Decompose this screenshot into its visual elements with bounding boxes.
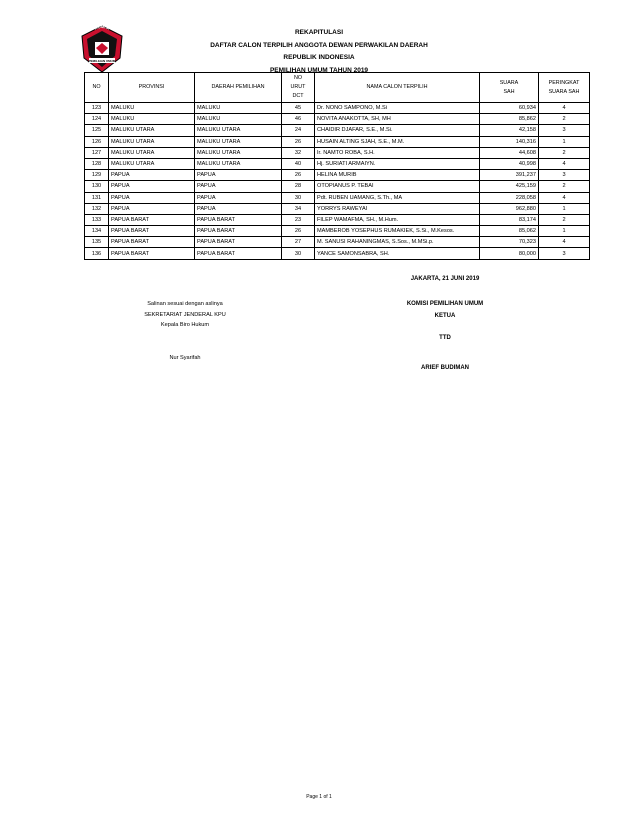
table-row bbox=[85, 170, 590, 181]
page-number: Page 1 of 1 bbox=[306, 794, 332, 800]
cell-daerah: PAPUA BARAT bbox=[195, 226, 282, 237]
cell-no: 127 bbox=[85, 147, 109, 158]
cell-daerah: MALUKU UTARA bbox=[195, 136, 282, 147]
cell-provinsi: MALUKU UTARA bbox=[109, 125, 195, 136]
cell-peringkat: 1 bbox=[539, 136, 590, 147]
cell-daerah: MALUKU UTARA bbox=[195, 147, 282, 158]
logo-text-top: KOMISI bbox=[93, 24, 111, 31]
cell-daerah: PAPUA bbox=[195, 181, 282, 192]
cell-provinsi: PAPUA BARAT bbox=[109, 237, 195, 248]
col-header-peringkat-line1: PERINGKAT bbox=[548, 79, 580, 86]
cell-peringkat: 4 bbox=[539, 103, 590, 114]
cell-provinsi: MALUKU bbox=[109, 114, 195, 125]
table-row bbox=[85, 103, 590, 114]
cell-no: 133 bbox=[85, 214, 109, 225]
cell-suara: 85,062 bbox=[480, 226, 539, 237]
cell-daerah: MALUKU bbox=[195, 103, 282, 114]
cell-daerah: MALUKU UTARA bbox=[195, 158, 282, 169]
cell-provinsi: MALUKU UTARA bbox=[109, 136, 195, 147]
place-date: JAKARTA, 21 JUNI 2019 bbox=[410, 276, 480, 282]
cell-urut: 34 bbox=[282, 203, 315, 214]
col-header-provinsi: PROVINSI bbox=[109, 73, 195, 103]
cell-nama: NOVITA ANAKOTTA, SH, MH bbox=[315, 114, 480, 125]
table-row bbox=[85, 248, 590, 259]
cell-urut: 46 bbox=[282, 114, 315, 125]
cell-provinsi: PAPUA BARAT bbox=[109, 226, 195, 237]
cell-daerah: MALUKU UTARA bbox=[195, 125, 282, 136]
header-election: PEMILIHAN UMUM TAHUN 2019 bbox=[269, 66, 369, 74]
logo-text-bottom: PEMILIHAN UMUM bbox=[88, 59, 116, 63]
cell-urut: 40 bbox=[282, 158, 315, 169]
cell-no: 126 bbox=[85, 136, 109, 147]
cell-provinsi: PAPUA BARAT bbox=[109, 248, 195, 259]
cell-peringkat: 2 bbox=[539, 214, 590, 225]
col-header-urut-line3: DCT bbox=[292, 93, 304, 99]
document-header bbox=[0, 27, 638, 77]
table-row bbox=[85, 214, 590, 225]
cell-urut: 28 bbox=[282, 181, 315, 192]
cell-provinsi: PAPUA bbox=[109, 170, 195, 181]
cell-urut: 26 bbox=[282, 136, 315, 147]
cell-no: 129 bbox=[85, 170, 109, 181]
cell-peringkat: 4 bbox=[539, 237, 590, 248]
cell-peringkat: 4 bbox=[539, 158, 590, 169]
col-header-urut-line2: URUT bbox=[290, 84, 306, 90]
cell-provinsi: PAPUA bbox=[109, 192, 195, 203]
table-row bbox=[85, 125, 590, 136]
cell-nama: Ir. NAMTO ROBA, S.H. bbox=[315, 147, 480, 158]
cell-no: 125 bbox=[85, 125, 109, 136]
cell-daerah: PAPUA BARAT bbox=[195, 248, 282, 259]
cell-suara: 85,862 bbox=[480, 114, 539, 125]
cell-daerah: PAPUA BARAT bbox=[195, 214, 282, 225]
kepala-text: Kepala Biro Hukum bbox=[160, 322, 210, 328]
cell-no: 134 bbox=[85, 226, 109, 237]
table-row bbox=[85, 203, 590, 214]
cell-provinsi: PAPUA bbox=[109, 181, 195, 192]
cell-daerah: MALUKU bbox=[195, 114, 282, 125]
ketua-text: KETUA bbox=[434, 313, 456, 319]
col-header-suara-line1: SUARA bbox=[499, 79, 519, 86]
cell-nama: HELINA MURIB bbox=[315, 170, 480, 181]
cell-nama: M. SANUSI RAHANINGMAS, S.Sos., M.MSi.p. bbox=[315, 237, 480, 248]
cell-no: 135 bbox=[85, 237, 109, 248]
cell-suara: 60,934 bbox=[480, 103, 539, 114]
cell-suara: 962,880 bbox=[480, 203, 539, 214]
cell-provinsi: MALUKU bbox=[109, 103, 195, 114]
signer-right-name: ARIEF BUDIMAN bbox=[421, 365, 469, 371]
cell-nama: FILEP WAMAFMA, SH., M.Hum. bbox=[315, 214, 480, 225]
header-title: REKAPITULASI bbox=[294, 29, 344, 36]
table-row bbox=[85, 181, 590, 192]
cell-suara: 80,000 bbox=[480, 248, 539, 259]
table-row bbox=[85, 237, 590, 248]
sekretariat-text: SEKRETARIAT JENDERAL KPU bbox=[144, 312, 226, 318]
col-header-suara bbox=[480, 73, 539, 103]
cell-daerah: PAPUA BARAT bbox=[195, 237, 282, 248]
cell-no: 130 bbox=[85, 181, 109, 192]
cell-daerah: PAPUA bbox=[195, 192, 282, 203]
cell-nama: YANCE SAMONSABRA, SH. bbox=[315, 248, 480, 259]
cell-no: 124 bbox=[85, 114, 109, 125]
cell-nama: YORRYS RAWEYAI bbox=[315, 203, 480, 214]
cell-suara: 140,316 bbox=[480, 136, 539, 147]
header-subtitle: DAFTAR CALON TERPILIH ANGGOTA DEWAN PERWAKILAN DAERAH bbox=[210, 41, 428, 49]
cell-daerah: PAPUA bbox=[195, 170, 282, 181]
ttd-text: TTD bbox=[439, 335, 451, 341]
cell-no: 123 bbox=[85, 103, 109, 114]
cell-no: 128 bbox=[85, 158, 109, 169]
table-row bbox=[85, 114, 590, 125]
table-row bbox=[85, 136, 590, 147]
cell-suara: 228,058 bbox=[480, 192, 539, 203]
col-header-no: NO bbox=[85, 73, 109, 103]
table-body bbox=[85, 103, 590, 260]
cell-provinsi: PAPUA BARAT bbox=[109, 214, 195, 225]
cell-suara: 391,237 bbox=[480, 170, 539, 181]
cell-nama: OTOPIANUS P. TEBAI bbox=[315, 181, 480, 192]
col-header-daerah: DAERAH PEMILIHAN bbox=[195, 73, 282, 103]
table-header-row bbox=[85, 73, 590, 103]
cell-urut: 23 bbox=[282, 214, 315, 225]
cell-nama: Hj. SURIATI ARMAIYN. bbox=[315, 158, 480, 169]
cell-suara: 70,323 bbox=[480, 237, 539, 248]
cell-urut: 30 bbox=[282, 248, 315, 259]
table-row bbox=[85, 158, 590, 169]
cell-suara: 44,608 bbox=[480, 147, 539, 158]
cell-suara: 425,159 bbox=[480, 181, 539, 192]
cell-no: 132 bbox=[85, 203, 109, 214]
col-header-suara-line2: SAH bbox=[503, 88, 515, 95]
cell-urut: 30 bbox=[282, 192, 315, 203]
col-header-peringkat-line2: SUARA SAH bbox=[548, 88, 580, 95]
komisi-text: KOMISI PEMILIHAN UMUM bbox=[406, 301, 484, 307]
cell-peringkat: 1 bbox=[539, 203, 590, 214]
cell-no: 131 bbox=[85, 192, 109, 203]
cell-nama: Dr. NONO SAMPONO, M.Si bbox=[315, 103, 480, 114]
cell-provinsi: MALUKU UTARA bbox=[109, 158, 195, 169]
cell-peringkat: 2 bbox=[539, 181, 590, 192]
cell-nama: HUSAIN ALTING SJAH, S.E., M.M. bbox=[315, 136, 480, 147]
cell-nama: CHAIDIR DJAFAR, S.E., M.Si. bbox=[315, 125, 480, 136]
cell-urut: 32 bbox=[282, 147, 315, 158]
cell-peringkat: 3 bbox=[539, 170, 590, 181]
cell-no: 136 bbox=[85, 248, 109, 259]
cell-nama: Pdt. RUBEN UAMANG, S.Th., MA bbox=[315, 192, 480, 203]
cell-urut: 24 bbox=[282, 125, 315, 136]
cell-peringkat: 4 bbox=[539, 192, 590, 203]
salinan-text: Salinan sesuai dengan aslinya bbox=[147, 301, 223, 307]
cell-suara: 40,998 bbox=[480, 158, 539, 169]
cell-peringkat: 1 bbox=[539, 226, 590, 237]
table-row bbox=[85, 192, 590, 203]
cell-provinsi: PAPUA bbox=[109, 203, 195, 214]
signer-left-name: Nur Syarifah bbox=[169, 355, 201, 361]
cell-provinsi: MALUKU UTARA bbox=[109, 147, 195, 158]
cell-peringkat: 2 bbox=[539, 114, 590, 125]
cell-urut: 26 bbox=[282, 226, 315, 237]
cell-suara: 42,158 bbox=[480, 125, 539, 136]
col-header-peringkat bbox=[539, 73, 590, 103]
cell-peringkat: 2 bbox=[539, 147, 590, 158]
cell-urut: 26 bbox=[282, 170, 315, 181]
results-table bbox=[84, 72, 590, 260]
col-header-nama: NAMA CALON TERPILIH bbox=[315, 73, 480, 103]
table-row bbox=[85, 226, 590, 237]
cell-suara: 83,174 bbox=[480, 214, 539, 225]
col-header-urut-line1: NO bbox=[293, 75, 303, 81]
cell-peringkat: 3 bbox=[539, 125, 590, 136]
cell-nama: MAMBEROB YOSEPHUS RUMAKIEK, S.Si., M.Kesos. bbox=[315, 226, 480, 237]
table-row bbox=[85, 147, 590, 158]
col-header-urut bbox=[282, 73, 315, 103]
cell-urut: 45 bbox=[282, 103, 315, 114]
cell-peringkat: 3 bbox=[539, 248, 590, 259]
cell-urut: 27 bbox=[282, 237, 315, 248]
cell-daerah: PAPUA bbox=[195, 203, 282, 214]
header-country: REPUBLIK INDONESIA bbox=[283, 54, 355, 61]
